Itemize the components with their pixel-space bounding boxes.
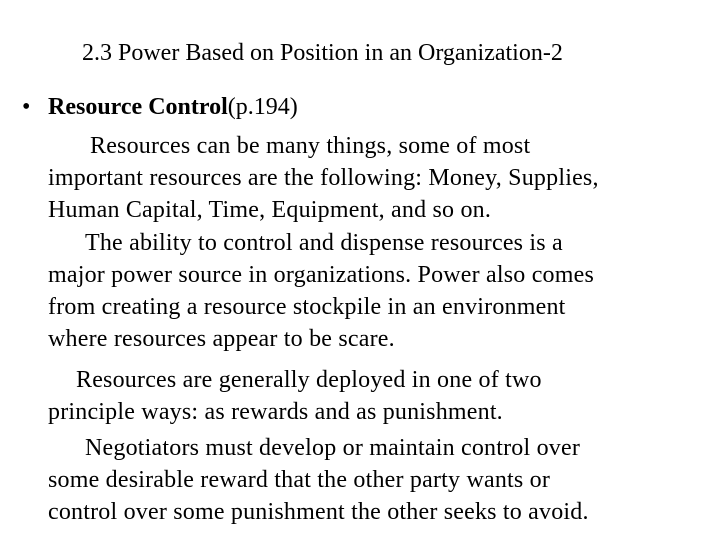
paragraph-line: where resources appear to be scare. [48,326,395,352]
paragraph-line: principle ways: as rewards and as punishment. [48,399,503,425]
paragraph-resources-types [48,130,599,226]
paragraph-control-dispense [48,227,594,355]
paragraph-line: Resources are generally deployed in one of two [76,367,542,393]
paragraph-line: control over some punishment the other seeks to avoid. [48,499,589,525]
bullet-symbol: • [22,94,31,120]
paragraph-line: Human Capital, Time, Equipment, and so on. [48,197,492,223]
paragraph-deployment [48,364,542,428]
paragraph-line: Resources can be many things, some of most [90,133,531,159]
paragraph-line: some desirable reward that the other party wants or [48,467,551,493]
bullet-heading [22,93,298,121]
paragraph-line: Negotiators must develop or maintain control over [85,435,581,461]
paragraph-line: major power source in organizations. Power also comes [48,262,595,288]
paragraph-line: important resources are the following: Money, Supplies, [48,165,599,191]
bullet-heading-text: Resource Control [48,94,228,120]
slide-title: 2.3 Power Based on Position in an Organization-2 [82,40,563,66]
paragraph-line: from creating a resource stockpile in an environment [48,294,566,320]
paragraph-negotiators [48,432,589,528]
paragraph-line: The ability to control and dispense resources is a [85,230,563,256]
bullet-page-reference: (p.194) [227,94,298,120]
